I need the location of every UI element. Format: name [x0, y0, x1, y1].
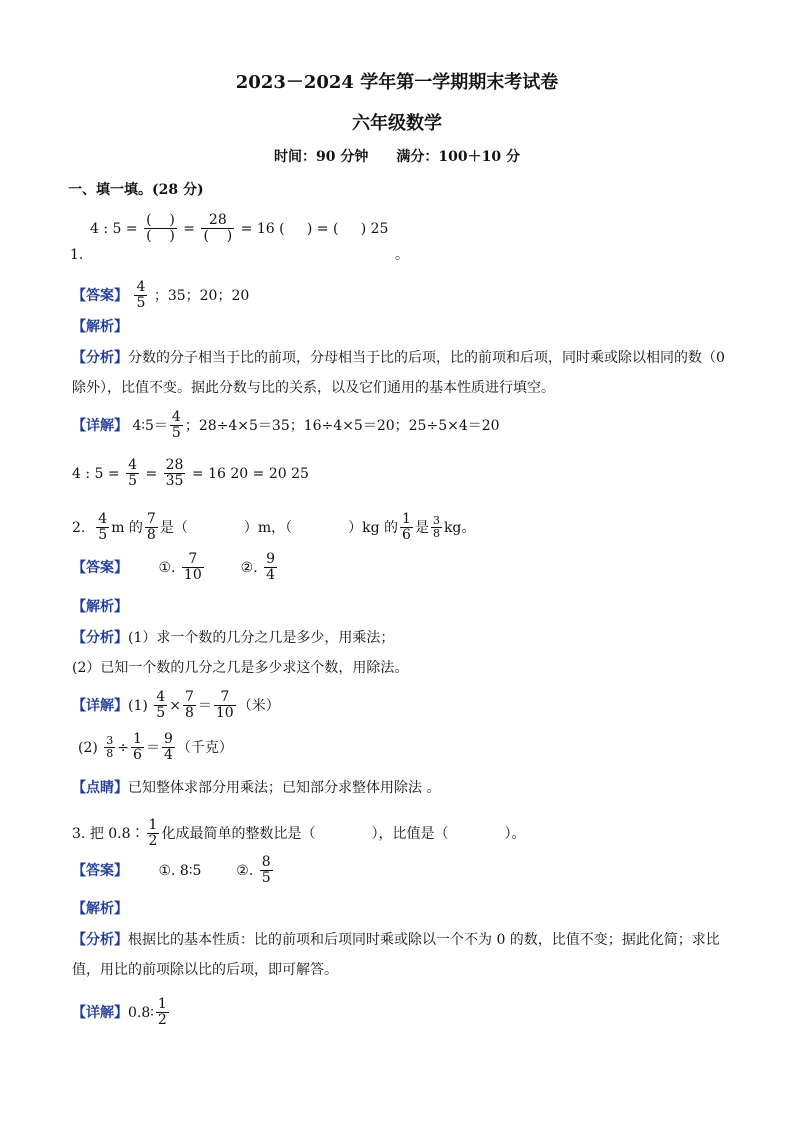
fenxi-label: 【分析】 [72, 630, 128, 646]
q2-d2-frac-b: $\frac{1}{6}$ [133, 731, 142, 764]
q1-sixteen: = 16 ( [240, 220, 285, 237]
question-1-equation [90, 213, 388, 245]
q1-final-fraction-1: $\frac{4}{5}$ [128, 457, 137, 490]
q3-frac: $\frac{1}{2}$ [148, 817, 158, 850]
q3-detail-fraction: $\frac{1}{2}$ [157, 996, 167, 1029]
q1-lhs: 4 : 5 = [90, 220, 138, 237]
q2-d1-frac-b: $\frac{7}{8}$ [184, 689, 194, 722]
q3-answer-fraction: $\frac{8}{5}$ [261, 854, 271, 887]
question-1-number: 1. [70, 247, 84, 263]
detail-label: 【详解】 [72, 697, 128, 714]
q1-mid: ) = ( [306, 220, 339, 237]
q2-frac-3: $\frac{1}{6}$ [402, 511, 411, 544]
q3-answer: 【答案】 ①. 8∶5 ②. $\frac{8}{5}$ [72, 854, 271, 887]
question-3: 3. 把 0.8∶ $\frac{1}{2}$ 化成最简单的整数比是（ ），比值是（ ）。 [72, 817, 526, 850]
fenxi-label: 【分析】 [72, 350, 128, 366]
answer-label: 【答案】 [72, 559, 128, 576]
q1-answer-fraction: $\frac{4}{5}$ [136, 279, 146, 312]
exam-title: 2023－2024 学年第一学期期末考试卷 [235, 72, 559, 93]
q1-tail: ) 25 [360, 220, 389, 237]
detail-label: 【详解】 [72, 1004, 128, 1021]
q2-frac-2: $\frac{7}{8}$ [146, 511, 156, 544]
q2-d1-frac-c: $\frac{7}{10}$ [215, 689, 234, 722]
detail-label: 【详解】 [72, 417, 128, 434]
q3-fenxi-line1: 【分析】根据比的基本性质：比的前项和后项同时乘或除以一个不为 0 的数，比值不变；据此化简；求比 [72, 932, 720, 948]
q2-frac-4: $\frac{3}{8}$ [432, 514, 440, 541]
q3-detail: 【详解】0.8∶ $\frac{1}{2}$ [72, 996, 167, 1029]
q1-fenxi-line2: 除外），比值不变。据此分数与比的关系，以及它们通用的基本性质进行填空。 [72, 380, 555, 396]
q2-fenxi-line2: (2）已知一个数的几分之几是多少求这个数，用除法。 [72, 660, 409, 676]
q1-eq: = [183, 220, 196, 237]
answer-label: 【答案】 [72, 287, 128, 304]
q2-detail-1: 【详解】(1) $\frac{4}{5}$ × $\frac{7}{8}$ ＝ $\frac{7}{10}$ （米） [72, 689, 280, 722]
q2-dianjing: 【点睛】已知整体求部分用乘法；已知部分求整体用除法 。 [72, 780, 441, 796]
q2-analysis-label: 【解析】 [72, 599, 128, 615]
q2-answer-fraction-1: $\frac{7}{10}$ [183, 551, 202, 584]
q2-d1-frac-a: $\frac{4}{5}$ [156, 689, 166, 722]
q3-fenxi-line2: 值，用比的前项除以比的后项，即可解答。 [72, 962, 338, 978]
q1-analysis-label: 【解析】 [72, 319, 128, 335]
q2-d2-frac-c: $\frac{9}{4}$ [163, 731, 173, 764]
q2-answer: 【答案】 ①. $\frac{7}{10}$ ②. $\frac{9}{4}$ [72, 551, 276, 584]
q1-final-fraction-2: $\frac{28}{35}$ [165, 457, 184, 490]
q2-answer-fraction-2: $\frac{9}{4}$ [266, 551, 276, 584]
exam-subtitle: 六年级数学 [352, 113, 442, 134]
dianjing-label: 【点睛】 [72, 780, 128, 796]
q2-d2-frac-a: $\frac{3}{8}$ [106, 734, 114, 761]
q3-analysis-label: 【解析】 [72, 901, 128, 917]
q1-fenxi-line1: 【分析】分数的分子相当于比的前项，分母相当于比的后项，比的前项和后项，同时乘或除以相同的数（0 [72, 350, 725, 366]
q1-answer [72, 280, 249, 312]
q1-detail: 【详解】 4∶5＝ $\frac{4}{5}$ ；28÷4×5＝35；16÷4×5＝20；25÷5×4＝20 [72, 409, 500, 442]
exam-meta: 时间：90 分钟 满分：100＋10 分 [274, 149, 520, 165]
q1-final-line: 4 : 5 = $\frac{4}{5}$ = $\frac{28}{35}$ = 16 20 = 20 25 [72, 457, 309, 490]
q1-detail-fraction: $\frac{4}{5}$ [171, 409, 181, 442]
fenxi-label: 【分析】 [72, 932, 128, 948]
section-heading: 一、填一填。(28 分) [68, 182, 204, 198]
question-1-end: 。 [395, 247, 409, 263]
q2-frac-1: $\frac{4}{5}$ [98, 511, 108, 544]
question-2: 2. $\frac{4}{5}$ m 的 $\frac{7}{8}$ 是（ ）m，（ ）kg 的 $\frac{1}{6}$ 是 $\frac{3}{8}$ kg。 [72, 511, 476, 544]
answer-label: 【答案】 [72, 862, 128, 879]
q2-fenxi-line1: 【分析】(1）求一个数的几分之几是多少，用乘法； [72, 630, 395, 646]
q1-blank-fraction: $\frac{( )}{( )}$ [146, 212, 175, 245]
q2-detail-2: (2) $\frac{3}{8}$ ÷ $\frac{1}{6}$ ＝ $\frac{9}{4}$ （千克） [78, 731, 233, 764]
q1-28-fraction: $\frac{28}{( )}$ [203, 212, 233, 245]
q1-answer-rest: ；35；20；20 [153, 287, 250, 304]
